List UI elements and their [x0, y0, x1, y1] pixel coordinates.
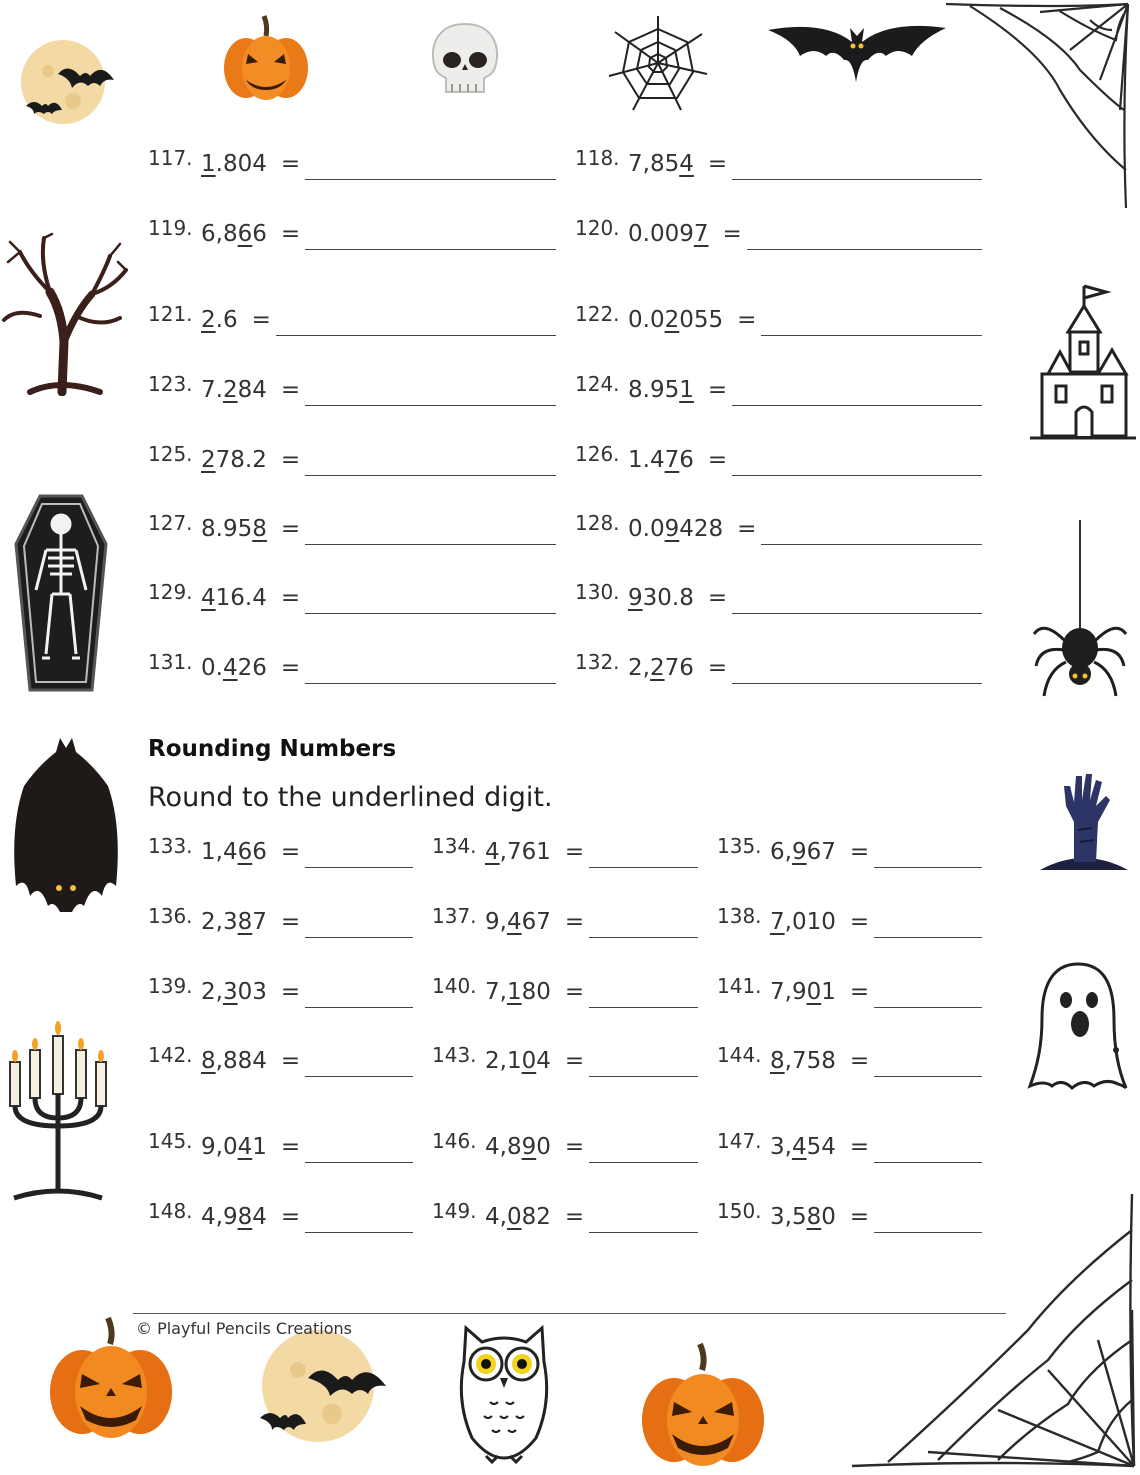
- equals-sign: =: [280, 979, 301, 1005]
- equals-sign: =: [707, 151, 728, 177]
- bat-icon: [764, 10, 950, 86]
- problem-number: 139.: [148, 974, 193, 998]
- jack-o-lantern-icon: [220, 14, 312, 100]
- answer-blank[interactable]: [874, 1076, 982, 1077]
- problem-number: 118.: [575, 146, 620, 170]
- problem-value: 0.09428: [628, 516, 724, 542]
- answer-blank[interactable]: [305, 1007, 413, 1008]
- problem-number: 132.: [575, 650, 620, 674]
- answer-blank[interactable]: [305, 1162, 413, 1163]
- underlined-digit: 6: [237, 221, 253, 247]
- answer-blank[interactable]: [732, 475, 982, 476]
- equals-sign: =: [280, 377, 301, 403]
- equals-sign: =: [280, 1048, 301, 1074]
- underlined-digit: 7: [693, 221, 709, 247]
- equals-sign: =: [707, 585, 728, 611]
- haunted-house-icon: [1028, 282, 1138, 444]
- answer-blank[interactable]: [732, 179, 982, 180]
- underlined-digit: 8: [237, 909, 253, 935]
- answer-blank[interactable]: [305, 1076, 413, 1077]
- answer-blank[interactable]: [305, 249, 556, 250]
- answer-blank[interactable]: [305, 475, 556, 476]
- problem-number: 122.: [575, 302, 620, 326]
- underlined-digit: 7: [770, 909, 785, 935]
- problem-number: 131.: [148, 650, 193, 674]
- equals-sign: =: [564, 1134, 585, 1160]
- answer-blank[interactable]: [305, 937, 413, 938]
- answer-blank[interactable]: [305, 179, 556, 180]
- problem-number: 128.: [575, 511, 620, 535]
- equals-sign: =: [849, 979, 870, 1005]
- answer-blank[interactable]: [874, 1162, 982, 1163]
- skull-icon: [428, 22, 502, 98]
- equals-sign: =: [849, 1048, 870, 1074]
- equals-sign: =: [280, 447, 301, 473]
- answer-blank[interactable]: [276, 335, 556, 336]
- equals-sign: =: [280, 1204, 301, 1230]
- underlined-digit: 0: [806, 979, 822, 1005]
- answer-blank[interactable]: [747, 249, 983, 250]
- problem-value: 7.284: [201, 377, 267, 403]
- problem-value: 3,454: [770, 1134, 836, 1160]
- problem-value: 1.476: [628, 447, 694, 473]
- problem-value: 9,041: [201, 1134, 267, 1160]
- answer-blank[interactable]: [305, 613, 556, 614]
- problem-number: 138.: [717, 904, 762, 928]
- problem-value: 6,866: [201, 221, 267, 247]
- answer-blank[interactable]: [761, 544, 982, 545]
- underlined-digit: 2: [201, 307, 216, 333]
- answer-blank[interactable]: [874, 867, 982, 868]
- underlined-digit: 6: [237, 839, 253, 865]
- hanging-bat-icon: [8, 736, 124, 920]
- equals-sign: =: [280, 839, 301, 865]
- problem-value: 4,761: [485, 839, 551, 865]
- underlined-digit: 4: [506, 909, 522, 935]
- problem-number: 150.: [717, 1199, 762, 1223]
- owl-icon: [456, 1322, 552, 1464]
- underlined-digit: 4: [237, 1134, 253, 1160]
- moon-bats-icon: [18, 36, 128, 128]
- answer-blank[interactable]: [589, 1162, 698, 1163]
- equals-sign: =: [707, 447, 728, 473]
- answer-blank[interactable]: [589, 1232, 698, 1233]
- equals-sign: =: [280, 516, 301, 542]
- answer-blank[interactable]: [305, 683, 556, 684]
- equals-sign: =: [849, 909, 870, 935]
- problem-value: 0.426: [201, 655, 267, 681]
- spider-web-icon: [607, 14, 709, 112]
- underlined-digit: 1: [506, 979, 522, 1005]
- equals-sign: =: [280, 1134, 301, 1160]
- equals-sign: =: [849, 1134, 870, 1160]
- copyright: © Playful Pencils Creations: [136, 1319, 352, 1338]
- problem-value: 2,104: [485, 1048, 551, 1074]
- answer-blank[interactable]: [589, 1076, 698, 1077]
- problem-number: 140.: [432, 974, 477, 998]
- underlined-digit: 4: [485, 839, 500, 865]
- problem-value: 2,387: [201, 909, 267, 935]
- equals-sign: =: [707, 377, 728, 403]
- problem-number: 120.: [575, 216, 620, 240]
- problem-number: 119.: [148, 216, 193, 240]
- problem-value: 0.0097: [628, 221, 709, 247]
- section-heading: Rounding Numbers: [148, 736, 397, 762]
- corner-web-icon: [940, 0, 1140, 212]
- candelabra-icon: [4, 1014, 112, 1204]
- answer-blank[interactable]: [874, 1007, 982, 1008]
- problem-number: 127.: [148, 511, 193, 535]
- problem-number: 133.: [148, 834, 193, 858]
- problem-number: 117.: [148, 146, 193, 170]
- underlined-digit: 8: [201, 1048, 216, 1074]
- problem-value: 8,758: [770, 1048, 836, 1074]
- problem-value: 2.6: [201, 307, 238, 333]
- hanging-spider-icon: [1030, 520, 1130, 704]
- problem-value: 4,890: [485, 1134, 551, 1160]
- problem-value: 7,854: [628, 151, 694, 177]
- coffin-skeleton-icon: [12, 494, 110, 694]
- problem-number: 143.: [432, 1043, 477, 1067]
- zombie-hand-icon: [1036, 766, 1132, 876]
- problem-number: 134.: [432, 834, 477, 858]
- underlined-digit: 4: [222, 655, 238, 681]
- equals-sign: =: [280, 151, 301, 177]
- problem-value: 6,967: [770, 839, 836, 865]
- ghost-icon: [1026, 960, 1130, 1096]
- underlined-digit: 8: [770, 1048, 785, 1074]
- answer-blank[interactable]: [732, 613, 982, 614]
- problem-number: 125.: [148, 442, 193, 466]
- problem-number: 148.: [148, 1199, 193, 1223]
- underlined-digit: 9: [628, 585, 643, 611]
- equals-sign: =: [564, 909, 585, 935]
- problem-value: 7,180: [485, 979, 551, 1005]
- answer-blank[interactable]: [589, 937, 698, 938]
- answer-blank[interactable]: [305, 405, 556, 406]
- problem-value: 2,276: [628, 655, 694, 681]
- underlined-digit: 2: [664, 307, 680, 333]
- answer-blank[interactable]: [732, 405, 982, 406]
- answer-blank[interactable]: [305, 1232, 413, 1233]
- underlined-digit: 1: [679, 377, 694, 403]
- underlined-digit: 1: [201, 151, 216, 177]
- problem-value: 4,082: [485, 1204, 551, 1230]
- equals-sign: =: [564, 839, 585, 865]
- problem-number: 129.: [148, 580, 193, 604]
- underlined-digit: 4: [201, 585, 216, 611]
- underlined-digit: 0: [521, 1048, 537, 1074]
- problem-number: 123.: [148, 372, 193, 396]
- footer-divider: [133, 1313, 1006, 1314]
- underlined-digit: 8: [252, 516, 267, 542]
- instructions: Round to the underlined digit.: [148, 782, 553, 813]
- problem-number: 135.: [717, 834, 762, 858]
- problem-value: 8.958: [201, 516, 267, 542]
- equals-sign: =: [564, 1048, 585, 1074]
- equals-sign: =: [737, 307, 757, 333]
- problem-value: 278.2: [201, 447, 267, 473]
- problem-value: 8.951: [628, 377, 694, 403]
- dead-tree-icon: [0, 232, 130, 396]
- underlined-digit: 9: [791, 839, 807, 865]
- problem-value: 4,984: [201, 1204, 267, 1230]
- problem-value: 7,010: [770, 909, 836, 935]
- answer-blank[interactable]: [305, 544, 556, 545]
- problem-number: 145.: [148, 1129, 193, 1153]
- problem-value: 1,466: [201, 839, 267, 865]
- underlined-digit: 0: [506, 1204, 522, 1230]
- problem-number: 147.: [717, 1129, 762, 1153]
- problem-value: 0.02055: [628, 307, 724, 333]
- answer-blank[interactable]: [589, 867, 698, 868]
- problem-number: 124.: [575, 372, 620, 396]
- equals-sign: =: [280, 585, 301, 611]
- underlined-digit: 8: [806, 1204, 822, 1230]
- answer-blank[interactable]: [589, 1007, 698, 1008]
- equals-sign: =: [564, 1204, 585, 1230]
- problem-value: 2,303: [201, 979, 267, 1005]
- problem-number: 137.: [432, 904, 477, 928]
- moon-bats-icon: [258, 1326, 398, 1444]
- problem-value: 416.4: [201, 585, 267, 611]
- answer-blank[interactable]: [874, 937, 982, 938]
- problem-number: 126.: [575, 442, 620, 466]
- problem-number: 130.: [575, 580, 620, 604]
- jack-o-lantern-icon: [640, 1342, 766, 1468]
- equals-sign: =: [280, 909, 301, 935]
- answer-blank[interactable]: [305, 867, 413, 868]
- equals-sign: =: [280, 221, 301, 247]
- underlined-digit: 3: [222, 979, 238, 1005]
- problem-number: 136.: [148, 904, 193, 928]
- underlined-digit: 9: [664, 516, 680, 542]
- equals-sign: =: [737, 516, 757, 542]
- problem-number: 121.: [148, 302, 193, 326]
- problem-value: 1.804: [201, 151, 267, 177]
- underlined-digit: 4: [791, 1134, 807, 1160]
- underlined-digit: 7: [664, 447, 680, 473]
- problem-number: 142.: [148, 1043, 193, 1067]
- underlined-digit: 4: [679, 151, 694, 177]
- problem-value: 8,884: [201, 1048, 267, 1074]
- equals-sign: =: [849, 1204, 870, 1230]
- problem-value: 7,901: [770, 979, 836, 1005]
- problem-value: 930.8: [628, 585, 694, 611]
- underlined-digit: 8: [237, 1204, 253, 1230]
- problem-number: 141.: [717, 974, 762, 998]
- underlined-digit: 2: [649, 655, 665, 681]
- equals-sign: =: [564, 979, 585, 1005]
- equals-sign: =: [280, 655, 301, 681]
- underlined-digit: 2: [222, 377, 238, 403]
- equals-sign: =: [849, 839, 870, 865]
- problem-number: 146.: [432, 1129, 477, 1153]
- problem-number: 144.: [717, 1043, 762, 1067]
- problem-value: 9,467: [485, 909, 551, 935]
- answer-blank[interactable]: [761, 335, 982, 336]
- problem-number: 149.: [432, 1199, 477, 1223]
- underlined-digit: 2: [201, 447, 216, 473]
- answer-blank[interactable]: [732, 683, 982, 684]
- equals-sign: =: [251, 307, 271, 333]
- underlined-digit: 9: [521, 1134, 537, 1160]
- problem-value: 3,580: [770, 1204, 836, 1230]
- answer-blank[interactable]: [874, 1232, 982, 1233]
- equals-sign: =: [707, 655, 728, 681]
- equals-sign: =: [722, 221, 742, 247]
